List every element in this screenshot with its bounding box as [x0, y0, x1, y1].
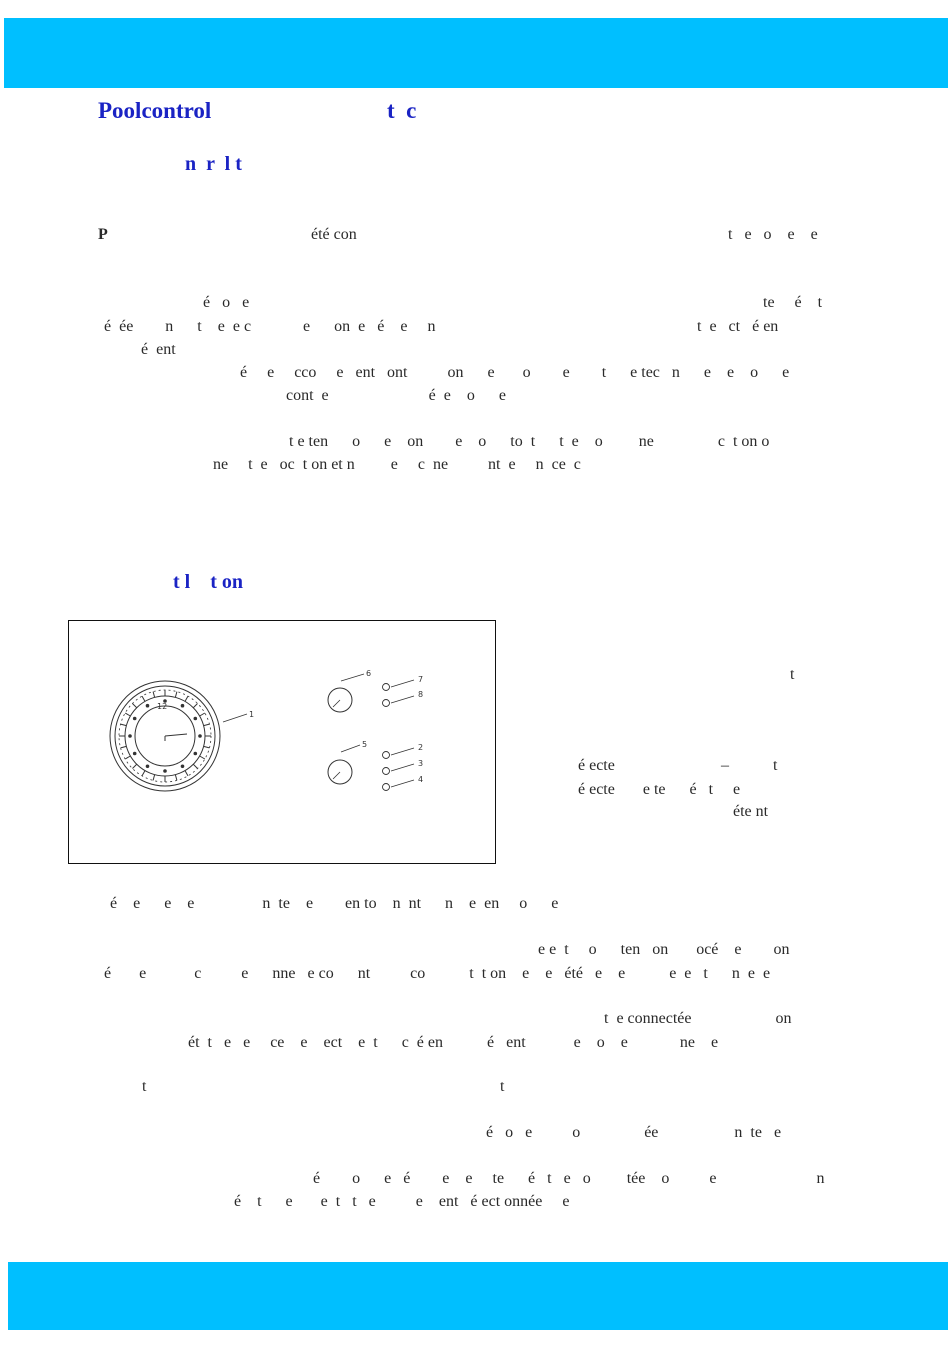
side-text-b-dash: – — [721, 757, 729, 774]
clock-hour-dot — [133, 752, 137, 756]
clock-hour-dot — [128, 734, 132, 738]
para1-line1-right: te é t — [763, 294, 823, 311]
clock-ring-tick — [193, 764, 197, 768]
clock-ring-tick — [200, 713, 205, 716]
figure-label-5: 5 — [362, 740, 368, 749]
para1-line1-left: é o e — [203, 294, 250, 311]
clock-hour-dot — [198, 734, 202, 738]
clock-hour-dot — [146, 704, 150, 708]
clock-ring-tick — [185, 696, 188, 701]
figure-label-1: 1 — [249, 710, 255, 719]
clock-hour-dot — [146, 765, 150, 769]
indicator-led-4 — [383, 784, 390, 791]
clock-twelve-label: 12 — [157, 702, 168, 711]
paragraph-lead-letter: P — [98, 226, 108, 243]
side-text-b-left: é ecte — [578, 757, 615, 774]
body-line-4: t e connectée on — [604, 1010, 792, 1027]
footer-band — [8, 1262, 948, 1330]
document-title-fragment: t c — [387, 98, 417, 123]
indicator-led-8 — [383, 700, 390, 707]
clock-ring-tick — [121, 746, 127, 748]
figure-label-6: 6 — [366, 669, 372, 678]
clock-ring-tick — [153, 692, 155, 698]
clock-hour-dot — [133, 717, 137, 721]
timer-clock-icon — [110, 681, 220, 791]
clock-ring-tick — [175, 692, 177, 698]
clock-ring-tick — [121, 724, 127, 726]
control-panel-figure — [68, 620, 496, 864]
para1-line4: é e cco e ent ont on e o e t e tec n e e o e — [240, 364, 790, 381]
clock-ring-tick — [193, 703, 197, 707]
side-text-a: t — [790, 666, 795, 683]
body-line-1: é e e e n te e en to n nt n e en o e — [110, 895, 559, 912]
body-line-3: é e c e nne e co nt co t t on e e été e e e e t n e e — [104, 965, 771, 982]
para1-line2-right: t e ct é en — [697, 318, 779, 335]
figure-label-2: 2 — [418, 743, 424, 752]
upper-knob-icon — [328, 688, 352, 712]
paragraph-intro-right: t e o e e — [728, 226, 818, 243]
clock-ring-tick — [185, 771, 188, 776]
document-title: Poolcontrol — [98, 98, 212, 123]
indicator-led-3 — [383, 768, 390, 775]
clock-hour-dot — [181, 704, 185, 708]
figure-label-7: 7 — [418, 675, 424, 684]
side-text-c: é ecte e te é t e — [578, 781, 741, 798]
header-band — [4, 18, 948, 88]
figure-label-8: 8 — [418, 690, 424, 699]
clock-ring-tick — [175, 775, 177, 781]
section-heading-installation: t l t on — [173, 571, 243, 593]
para1-line5: cont e é e o e — [286, 387, 506, 404]
clock-hour-dot — [181, 765, 185, 769]
clock-ring-tick — [125, 756, 130, 759]
clock-ring-tick — [204, 746, 210, 748]
body-line-7: é o e o ée n te e — [486, 1124, 782, 1141]
side-text-d: éte nt — [733, 803, 769, 820]
para1-line3: é ent — [141, 341, 176, 358]
body-line-9: é t e e t t e e ent é ect onnée e — [234, 1193, 570, 1210]
clock-hour-dot — [194, 752, 198, 756]
para1-line2-left: é ée n t e e c e on e é e n — [104, 318, 436, 335]
indicator-led-7 — [383, 684, 390, 691]
figure-label-3: 3 — [418, 759, 424, 768]
clock-ring-tick — [142, 696, 145, 701]
body-line-8: é o e é e e te é t e o tée o e n — [313, 1170, 825, 1187]
clock-ring-tick — [132, 764, 136, 768]
lower-knob-icon — [328, 760, 352, 784]
clock-hour-dot — [194, 717, 198, 721]
section-heading-general: n r l t — [185, 153, 242, 175]
clock-ring-tick — [125, 713, 130, 716]
clock-ring-tick — [200, 756, 205, 759]
body-line-2: e e t o ten on océ e on — [538, 941, 790, 958]
clock-ring-tick — [153, 775, 155, 781]
body-line-6-right: t — [500, 1078, 505, 1095]
clock-ring-tick — [204, 724, 210, 726]
clock-ring-tick — [142, 771, 145, 776]
body-line-6-left: t — [142, 1078, 147, 1095]
side-text-b-right: t — [773, 757, 778, 774]
paragraph-intro-mid: été con — [311, 226, 357, 243]
control-panel-drawing — [69, 621, 497, 865]
indicator-led-2 — [383, 752, 390, 759]
clock-hour-dot — [163, 769, 167, 773]
para2-line1: t e ten o e on e o to t t e o ne c t on o — [289, 433, 770, 450]
para2-line2: ne t e oc t on et n e c ne nt e n ce c — [213, 456, 581, 473]
clock-ring-tick — [132, 703, 136, 707]
figure-label-4: 4 — [418, 775, 424, 784]
body-line-5: ét t e e ce e ect e t c é en é ent e o e ne e — [188, 1034, 719, 1051]
